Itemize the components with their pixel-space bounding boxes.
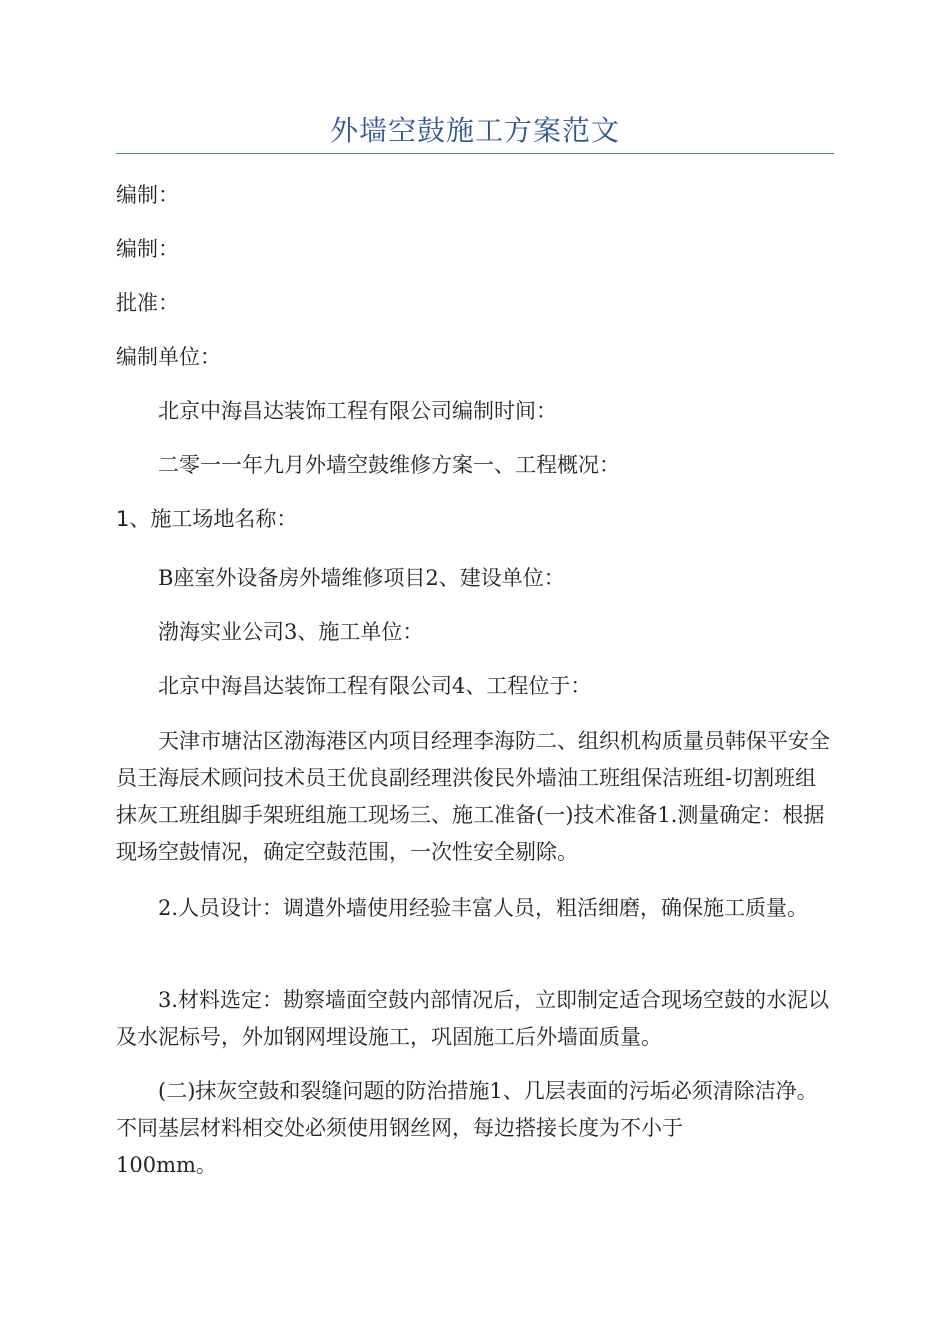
site-number: 1 [116,507,130,531]
field-compiler-1: 编制： [116,183,179,207]
document-title: 外墙空鼓施工方案范文 [329,114,620,147]
paragraph-company-time: 北京中海昌达装饰工程有限公司编制时间： [158,399,557,423]
paragraph-site-name [116,501,836,538]
paragraph-contractor: 北京中海昌达装饰工程有限公司4、工程位于： [158,674,592,698]
field-compiler-2: 编制： [116,237,179,261]
field-compiling-unit: 编制单位： [116,345,221,369]
paragraph-materials: 3.材料选定：勘察墙面空鼓内部情况后，立即制定适合现场空鼓的水泥以及水泥标号，外加钢网埋设施工，巩固施工后外墙面质量。 [116,988,830,1049]
paragraph-location-organization: 天津市塘沽区渤海港区内项目经理李海防二、组织机构质量员韩保平安全员王海辰术顾问技术员王优良副经理洪俊民外墙油工班组保洁班组-切割班组抹灰工班组脚手架班组施工现场三、施工准备(一)技术准备1.测量确定：根据现场空鼓情况，确定空鼓范围，一次性安全剔除。 [116,729,830,864]
paragraph-date-overview: 二零一一年九月外墙空鼓维修方案一、工程概况： [158,453,620,477]
paragraph-builder: 渤海实业公司3、施工单位： [158,620,424,644]
paragraph-measures-end: 100mm。 [116,1153,217,1177]
site-label: 、施工场地名称： [129,507,298,531]
paragraph-project: B座室外设备房外墙维修项目2、建设单位： [158,566,565,590]
title-underline [116,153,834,154]
field-approval: 批准： [116,291,179,315]
paragraph-measures: (二)抹灰空鼓和裂缝问题的防治措施1、几层表面的污垢必须清除洁净。不同基层材料相交处必须使用钢丝网，每边搭接长度为不小于 [116,1079,818,1140]
paragraph-personnel: 2.人员设计：调遣外墙使用经验丰富人员，粗活细磨，确保施工质量。 [158,896,809,920]
